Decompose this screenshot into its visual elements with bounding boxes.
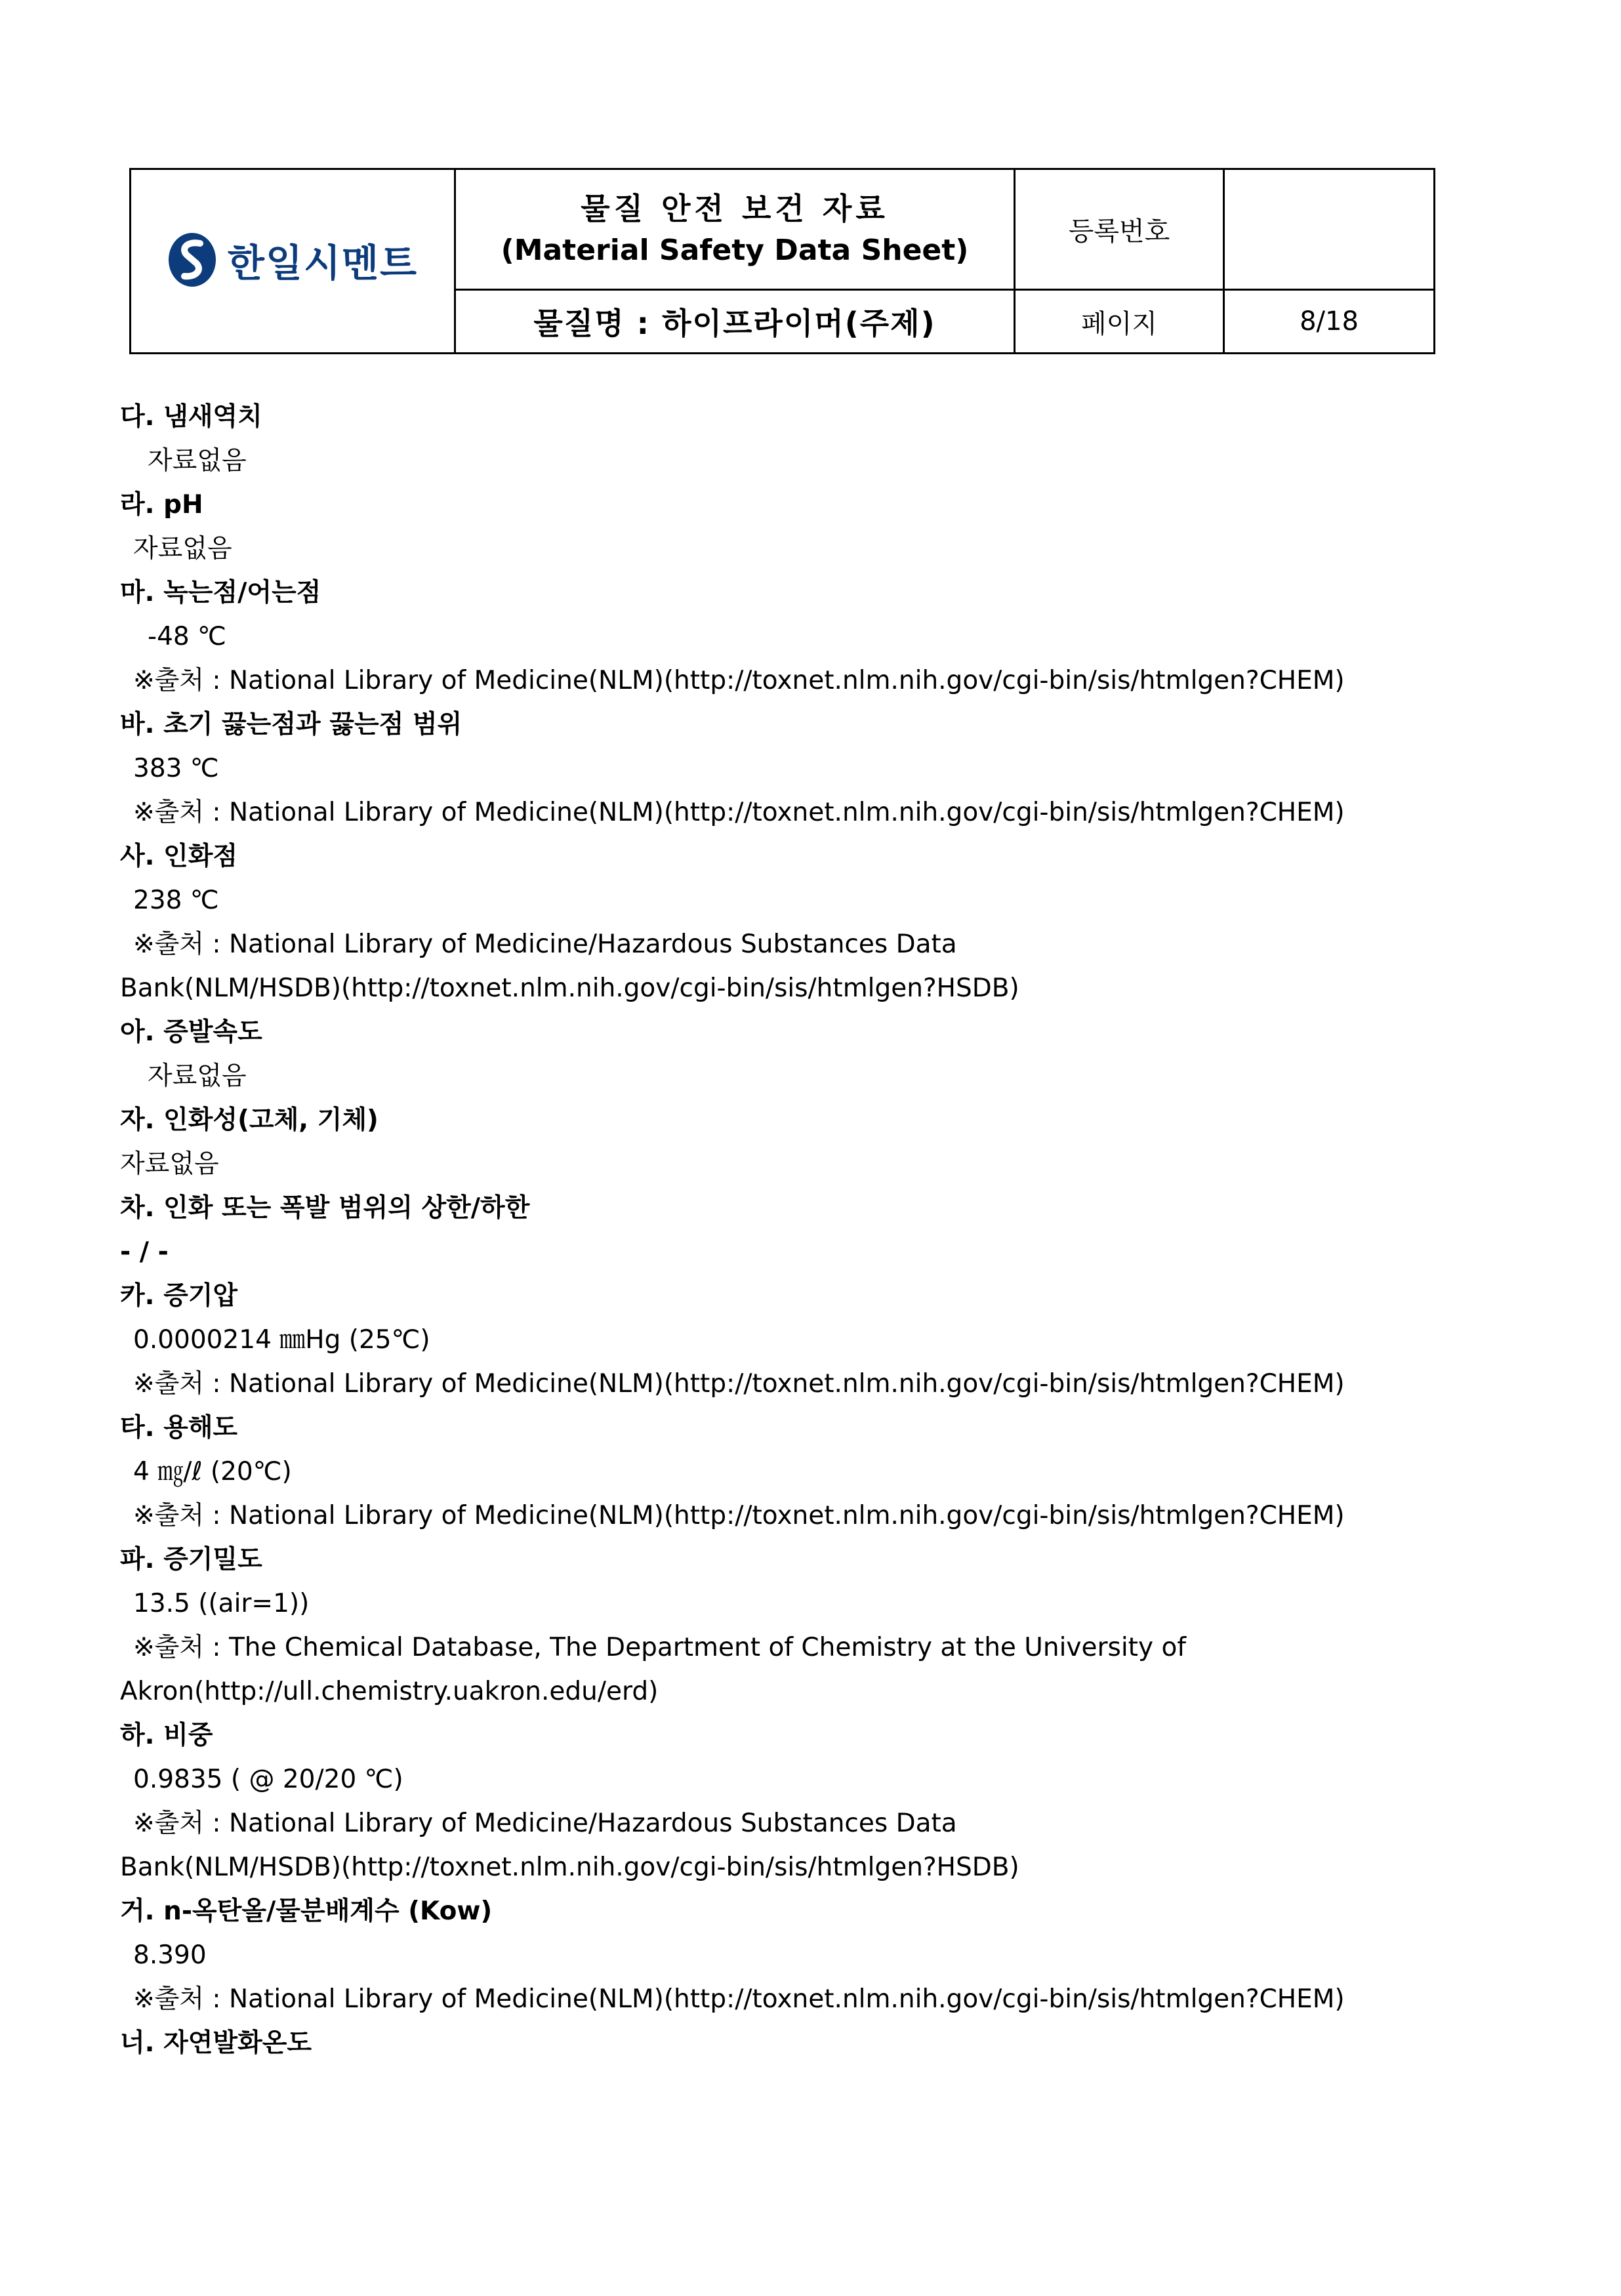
body-line: 0.0000214 ㎜Hg (25℃): [133, 1325, 430, 1355]
section-heading: 파. 증기밀도: [120, 1545, 262, 1574]
document-title-korean: 물질 안전 보건 자료: [581, 190, 889, 226]
section-heading: 하. 비중: [120, 1721, 213, 1750]
section-heading: 너. 자연발화온도: [120, 2028, 312, 2058]
section-heading: 라. pH: [120, 490, 203, 520]
registration-number-label: 등록번호: [1015, 169, 1224, 290]
page-number: 8/18: [1224, 290, 1435, 354]
body-line: 자료없음: [120, 1149, 219, 1179]
body-line: ※출처 : National Library of Medicine(NLM)(http://toxnet.nlm.nih.gov/cgi-bin/sis/htmlgen?CHEM): [133, 798, 1345, 827]
document-body: [120, 395, 1511, 2065]
section-heading: - / -: [120, 1237, 169, 1267]
section-heading: 카. 증기압: [120, 1281, 238, 1311]
document-title-cell: [455, 169, 1015, 290]
body-line: ※출처 : National Library of Medicine(NLM)(http://toxnet.nlm.nih.gov/cgi-bin/sis/htmlgen?CHEM): [133, 1369, 1345, 1399]
body-line: Bank(NLM/HSDB)(http://toxnet.nlm.nih.gov/cgi-bin/sis/htmlgen?HSDB): [120, 974, 1019, 1003]
body-line: 4 ㎎/ℓ (20℃): [133, 1457, 292, 1486]
section-heading: 사. 인화점: [120, 842, 238, 871]
body-line: ※출처 : National Library of Medicine(NLM)(http://toxnet.nlm.nih.gov/cgi-bin/sis/htmlgen?CHEM): [133, 1984, 1345, 2014]
body-line: Akron(http://ull.chemistry.uakron.edu/erd): [120, 1677, 659, 1706]
body-line: 8.390: [133, 1940, 207, 1970]
company-logo: [167, 232, 418, 288]
body-line: 13.5 ((air=1)): [133, 1589, 310, 1618]
page-label: 페이지: [1015, 290, 1224, 354]
section-heading: 다. 냄새역치: [120, 402, 262, 432]
company-logo-icon: [167, 232, 217, 288]
section-heading: 거. n-옥탄올/물분배계수 (Kow): [120, 1896, 493, 1926]
company-name: 한일시멘트: [227, 241, 419, 285]
body-line: ※출처 : National Library of Medicine(NLM)(http://toxnet.nlm.nih.gov/cgi-bin/sis/htmlgen?CHEM): [133, 1501, 1345, 1530]
section-heading: 자. 인화성(고체, 기체): [120, 1105, 379, 1135]
body-line: 383 ℃: [133, 754, 219, 783]
company-logo-cell: [131, 169, 455, 354]
msds-header-table: [129, 168, 1435, 354]
document-title-english: (Material Safety Data Sheet): [501, 233, 969, 267]
section-heading: 타. 용해도: [120, 1413, 238, 1443]
body-line: 자료없음: [148, 1061, 247, 1091]
section-heading: 바. 초기 끓는점과 끓는점 범위: [120, 710, 462, 739]
body-line: 자료없음: [133, 534, 232, 564]
body-line: 자료없음: [148, 446, 247, 476]
body-line: 238 ℃: [133, 886, 219, 915]
registration-number-value: [1224, 169, 1435, 290]
body-line: ※출처 : The Chemical Database, The Department of Chemistry at the University of: [133, 1633, 1187, 1662]
material-name: 물질명 : 하이프라이머(주제): [455, 290, 1015, 354]
body-line: -48 ℃: [148, 622, 226, 651]
section-heading: 마. 녹는점/어는점: [120, 578, 321, 607]
body-line: 0.9835 ( @ 20/20 ℃): [133, 1765, 403, 1794]
body-line: Bank(NLM/HSDB)(http://toxnet.nlm.nih.gov/cgi-bin/sis/htmlgen?HSDB): [120, 1853, 1019, 1882]
body-line: ※출처 : National Library of Medicine/Hazardous Substances Data: [133, 1809, 957, 1838]
section-heading: 차. 인화 또는 폭발 범위의 상한/하한: [120, 1193, 530, 1223]
body-line: ※출처 : National Library of Medicine(NLM)(http://toxnet.nlm.nih.gov/cgi-bin/sis/htmlgen?CHEM): [133, 666, 1345, 695]
section-heading: 아. 증발속도: [120, 1017, 262, 1047]
body-line: ※출처 : National Library of Medicine/Hazardous Substances Data: [133, 930, 957, 959]
